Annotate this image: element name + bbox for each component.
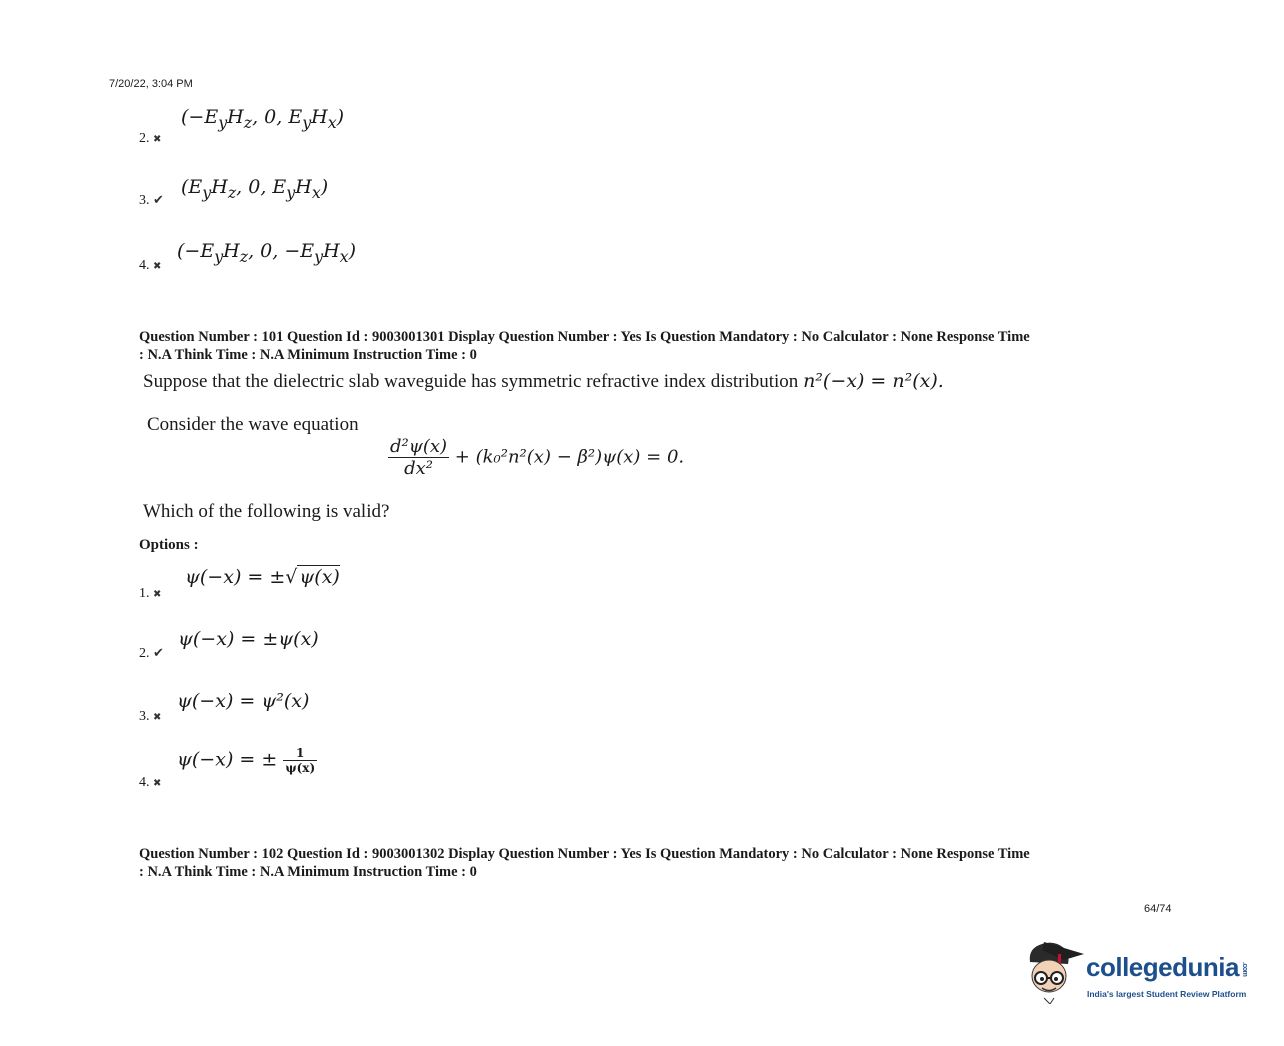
prev-option-4-number	[139, 258, 161, 274]
option-1-expression	[185, 566, 340, 588]
option-4-label: 4.	[139, 775, 150, 790]
question-101-meta-line-2: : N.A Think Time : N.A Minimum Instruction Time : 0	[139, 347, 477, 363]
correct-check-icon: ✔	[153, 646, 164, 661]
prev-option-2-math: ($-E_yH_z$, 0, $E_yH_x$)	[181, 106, 345, 132]
option-4-lhs: ψ(−x) = ±	[177, 748, 278, 771]
page-number: 64/74	[1144, 903, 1172, 915]
option-4-numerator: 1	[283, 746, 317, 761]
brand-name	[1086, 952, 1248, 983]
prev-option-3-math: ($E_yH_z$, 0, $E_yH_x$)	[181, 176, 329, 202]
statement-text: Suppose that the dielectric slab waveguide has symmetric refractive index distribution	[143, 371, 799, 392]
equation-numerator: d²ψ(x)	[390, 436, 448, 457]
option-1-lhs: ψ(−x) = ±	[185, 566, 286, 588]
option-2-label: 2.	[139, 646, 150, 661]
question-102-meta	[139, 845, 1159, 881]
sqrt-sign-icon: √	[285, 566, 298, 588]
option-3-number	[139, 709, 161, 725]
question-101-statement	[143, 370, 944, 393]
option-1-label: 1.	[139, 586, 150, 601]
correct-check-icon: ✔	[153, 193, 164, 208]
incorrect-icon: ✖	[153, 134, 162, 145]
wave-equation	[388, 436, 684, 479]
prev-option-3-number	[139, 193, 164, 209]
prev-option-3-expression	[181, 176, 328, 202]
prev-option-3-label: 3.	[139, 193, 150, 208]
print-datetime: 7/20/22, 3:04 PM	[109, 78, 193, 90]
prev-option-4-expression	[177, 240, 356, 266]
incorrect-icon: ✖	[153, 778, 162, 789]
option-2-number	[139, 646, 164, 662]
prev-option-4-math: ($-E_yH_z$, 0, $-E_yH_x$)	[177, 240, 357, 266]
option-1-number	[139, 586, 161, 602]
brand-suffix: .com	[1240, 961, 1248, 977]
question-101-meta	[139, 328, 1159, 364]
equation-fraction	[388, 436, 449, 479]
collegedunia-mascot-icon	[1024, 938, 1086, 1004]
incorrect-icon: ✖	[153, 712, 162, 723]
consider-text: Consider the wave equation	[147, 414, 359, 435]
option-3-label: 3.	[139, 709, 150, 724]
statement-math: n²(−x) = n²(x).	[803, 370, 944, 392]
option-1-sqrt-arg: ψ(x)	[299, 566, 340, 588]
equation-denominator: dx²	[404, 458, 433, 479]
option-3-expression: ψ(−x) = ψ²(x)	[177, 690, 310, 712]
brand-tagline: India's largest Student Review Platform	[1087, 989, 1247, 999]
incorrect-icon: ✖	[153, 589, 162, 600]
question-102-meta-line-1: Question Number : 102 Question Id : 9003001302 Display Question Number : Yes Is Question Mandatory : No Calculator : None Response Time	[139, 846, 1030, 862]
option-4-expression	[177, 746, 317, 775]
equation-rest: + (k₀²n²(x) − β²)ψ(x) = 0.	[454, 446, 685, 468]
question-101-meta-line-1: Question Number : 101 Question Id : 9003001301 Display Question Number : Yes Is Question Mandatory : No Calculator : None Response Time	[139, 329, 1030, 345]
question-101-prompt: Which of the following is valid?	[143, 501, 390, 522]
prev-option-2-expression	[181, 106, 344, 132]
incorrect-icon: ✖	[153, 261, 162, 272]
option-4-denominator: ψ(x)	[285, 761, 316, 775]
option-4-number	[139, 775, 161, 791]
prev-option-4-label: 4.	[139, 258, 150, 273]
option-4-fraction	[283, 746, 317, 775]
option-2-expression: ψ(−x) = ±ψ(x)	[178, 628, 319, 650]
prev-option-2-number	[139, 131, 161, 147]
question-102-meta-line-2: : N.A Think Time : N.A Minimum Instruction Time : 0	[139, 864, 477, 880]
brand-text: collegedunia	[1086, 952, 1239, 982]
options-label: Options :	[139, 537, 199, 553]
prev-option-2-label: 2.	[139, 131, 150, 146]
